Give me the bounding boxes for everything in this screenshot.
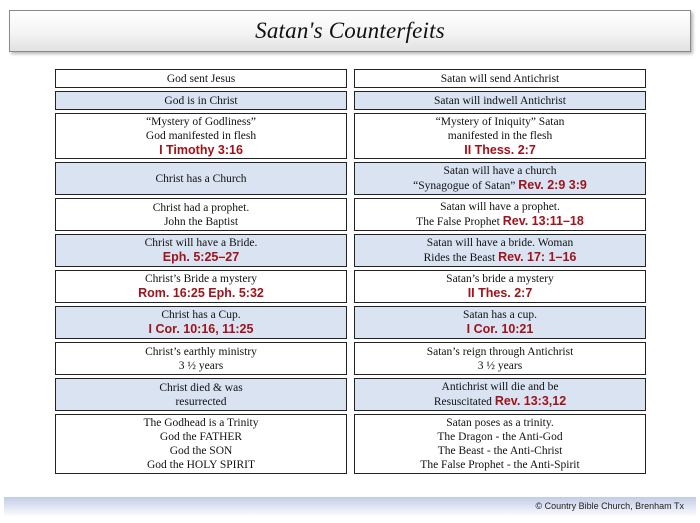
cell-line: God is in Christ xyxy=(164,94,238,107)
cell-line: manifested in the flesh xyxy=(447,129,553,142)
cell-line: Satan’s reign through Antichrist xyxy=(426,345,574,358)
cell-text: Resuscitated xyxy=(433,396,492,408)
satan-cell xyxy=(354,91,646,110)
cell-line: resurrected xyxy=(175,395,227,408)
christ-cell xyxy=(55,91,347,110)
table-row xyxy=(55,342,646,375)
cell-line xyxy=(413,178,587,193)
satan-cell xyxy=(354,378,646,411)
cell-line: 3 ½ years xyxy=(477,359,523,372)
cell-line: Satan poses as a trinity. xyxy=(446,417,554,429)
cell-line: Satan will indwell Antichrist xyxy=(434,94,566,107)
satan-cell xyxy=(354,270,646,303)
cell-line: Satan will have a prophet. xyxy=(440,201,560,213)
satan-cell xyxy=(354,234,646,267)
cell-line xyxy=(464,143,536,158)
scripture-reference: I Cor. 10:16, 11:25 xyxy=(148,322,254,336)
table-row xyxy=(55,162,646,195)
table-row xyxy=(55,198,646,231)
cell-line: The Beast - the Anti-Christ xyxy=(437,445,563,457)
cell-line xyxy=(468,286,533,301)
scripture-reference: I Timothy 3:16 xyxy=(159,142,243,157)
christ-cell xyxy=(55,198,347,231)
satan-cell xyxy=(354,162,646,195)
cell-line xyxy=(149,322,254,337)
cell-line: “Mystery of Iniquity” Satan xyxy=(435,115,565,128)
cell-line: Satan’s bride a mystery xyxy=(446,273,554,285)
christ-cell xyxy=(55,306,347,339)
scripture-reference: Rev. 2:9 3:9 xyxy=(518,178,587,192)
christ-cell xyxy=(55,378,347,411)
cell-line xyxy=(467,322,534,337)
cell-text: “Synagogue of Satan” xyxy=(413,180,516,192)
cell-line: God the HOLY SPIRIT xyxy=(147,459,255,471)
christ-cell xyxy=(55,69,347,88)
cell-line: God the SON xyxy=(169,445,233,457)
scripture-reference: Rom. 16:25 Eph. 5:32 xyxy=(138,286,264,300)
cell-line: Christ’s earthly ministry xyxy=(145,345,257,358)
table-row xyxy=(55,414,646,474)
cell-line: Satan has a cup. xyxy=(462,309,538,321)
cell-line xyxy=(159,143,243,158)
cell-line: The Godhead is a Trinity xyxy=(143,417,259,429)
cell-line xyxy=(416,214,584,229)
scripture-reference: Rev. 13:11–18 xyxy=(502,214,584,228)
scripture-reference: Rev. 17: 1–16 xyxy=(498,250,577,264)
satan-cell xyxy=(354,306,646,339)
table-row xyxy=(55,69,646,88)
cell-line: Antichrist will die and be xyxy=(441,381,559,393)
scripture-reference: II Thess. 2:7 xyxy=(464,142,536,157)
cell-line: God the FATHER xyxy=(159,431,243,443)
scripture-reference: II Thes. 2:7 xyxy=(467,286,533,300)
cell-text: The False Prophet xyxy=(416,216,500,228)
cell-line: The False Prophet - the Anti-Spirit xyxy=(420,459,580,471)
cell-line: God manifested in flesh xyxy=(145,129,257,142)
christ-cell xyxy=(55,113,347,159)
page-title: Satan's Counterfeits xyxy=(255,18,445,43)
cell-line xyxy=(434,394,566,409)
christ-cell xyxy=(55,234,347,267)
satan-cell xyxy=(354,198,646,231)
satan-cell xyxy=(354,342,646,375)
table-row xyxy=(55,113,646,159)
table-row xyxy=(55,91,646,110)
table-row xyxy=(55,306,646,339)
christ-cell xyxy=(55,270,347,303)
cell-text: Rides the Beast xyxy=(423,252,496,264)
cell-line xyxy=(138,286,264,301)
satan-cell xyxy=(354,69,646,88)
cell-line xyxy=(163,250,239,265)
cell-line: Christ will have a Bride. xyxy=(144,237,258,249)
copyright-text: © Country Bible Church, Brenham Tx xyxy=(535,501,684,511)
scripture-reference: I Cor. 10:21 xyxy=(466,322,534,336)
satan-cell xyxy=(354,113,646,159)
cell-line: Satan will have a bride. Woman xyxy=(426,237,574,249)
table-row xyxy=(55,378,646,411)
cell-line: Christ died & was xyxy=(159,381,243,394)
cell-line xyxy=(424,250,577,265)
christ-cell xyxy=(55,414,347,474)
cell-line: 3 ½ years xyxy=(178,359,224,372)
title-banner xyxy=(9,10,691,52)
cell-line: God sent Jesus xyxy=(166,72,236,85)
table-row xyxy=(55,234,646,267)
cell-line: Satan will have a church xyxy=(443,165,557,177)
cell-line: Satan will send Antichrist xyxy=(440,72,560,85)
scripture-reference: Rev. 13:3,12 xyxy=(494,394,567,408)
scripture-reference: Eph. 5:25–27 xyxy=(162,250,240,264)
christ-cell xyxy=(55,342,347,375)
cell-line: John the Baptist xyxy=(163,215,239,228)
cell-line: The Dragon - the Anti-God xyxy=(437,431,563,443)
comparison-table xyxy=(55,69,646,477)
satan-cell xyxy=(354,414,646,474)
cell-line: Christ had a prophet. xyxy=(152,201,250,214)
christ-cell xyxy=(55,162,347,195)
cell-line: Christ’s Bride a mystery xyxy=(144,273,258,285)
footer-bar xyxy=(4,497,696,517)
cell-line: Christ has a Church xyxy=(155,172,247,185)
cell-line: Christ has a Cup. xyxy=(161,309,241,321)
cell-line: “Mystery of Godliness” xyxy=(146,115,256,128)
table-row xyxy=(55,270,646,303)
